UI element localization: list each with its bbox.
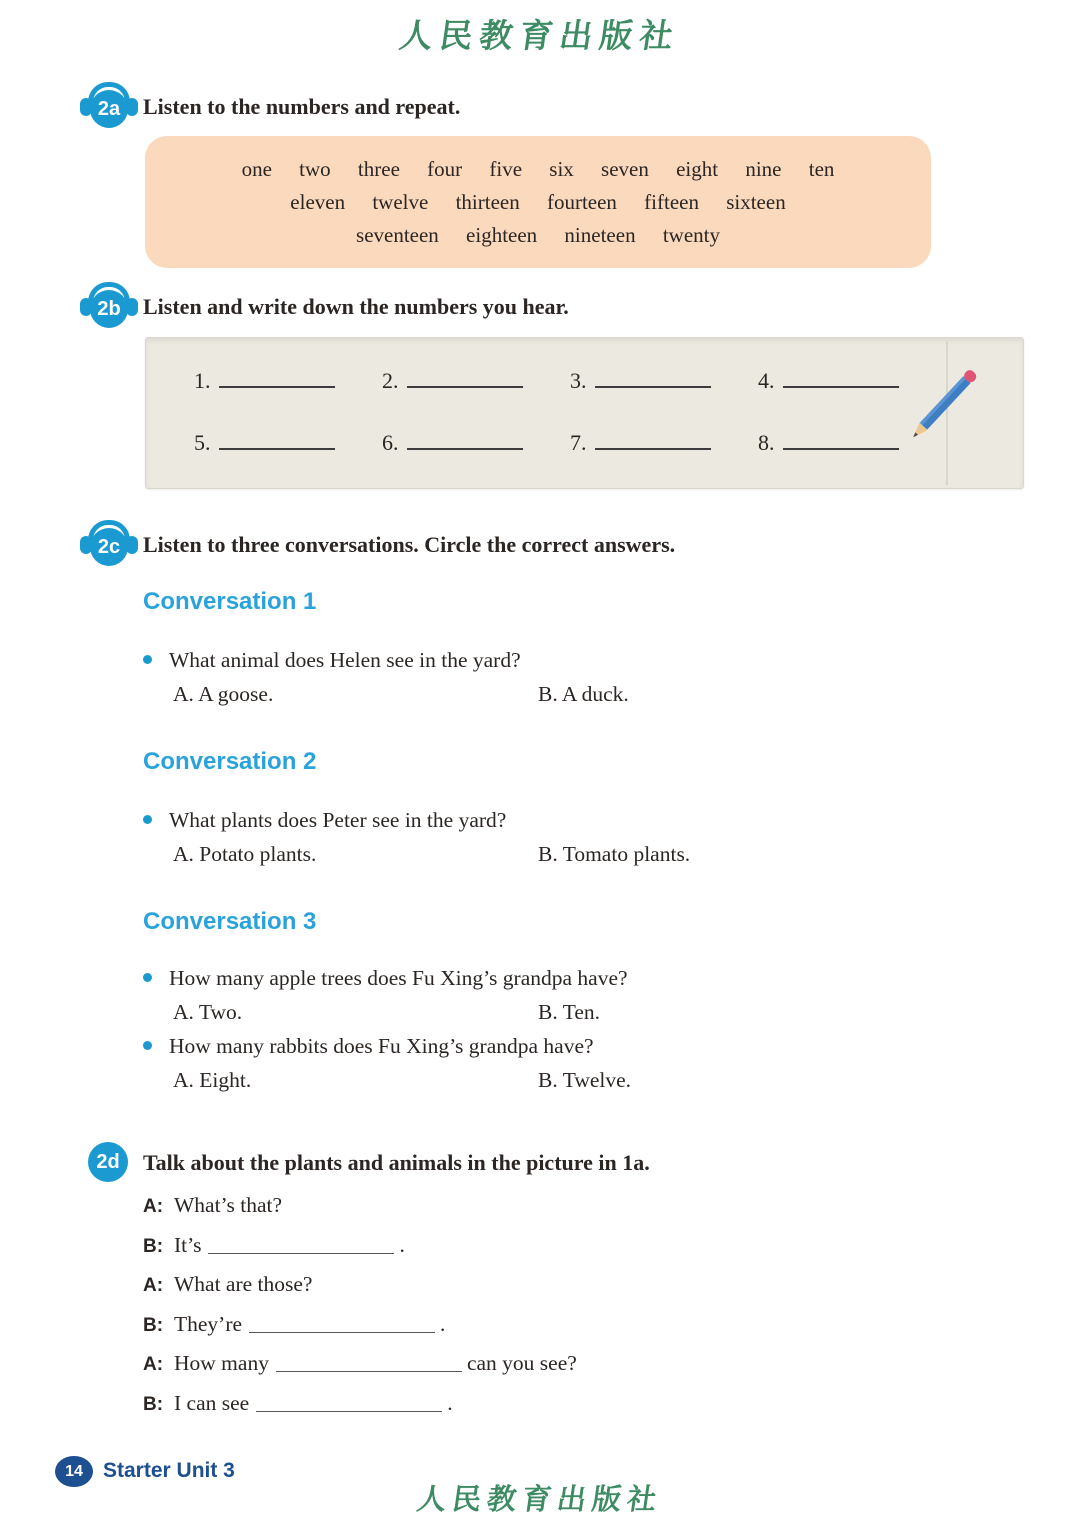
option-a: A. Two. (173, 1000, 243, 1024)
dialogue-blank (208, 1231, 394, 1254)
bullet-icon (143, 1041, 152, 1050)
instruction-2b: Listen and write down the numbers you hear. (143, 294, 569, 319)
option-b: B. Tomato plants. (538, 842, 691, 866)
activity-2a-badge (80, 82, 138, 130)
conversation-3-title: Conversation 3 (143, 908, 317, 935)
option-a: A. Eight. (173, 1068, 252, 1092)
dialogue-line (143, 1305, 577, 1345)
dialogue-text: What’s that? (174, 1193, 283, 1217)
answer-row-1 (194, 366, 946, 394)
question-text: How many apple trees does Fu Xing’s grandpa have? (169, 966, 628, 990)
dialogue-text: It’s (174, 1232, 202, 1257)
dialogue-after-blank: . (399, 1232, 405, 1257)
dialogue-after-blank: . (440, 1311, 446, 1336)
dialogue-line (143, 1186, 577, 1226)
speaker-label: A: (143, 1275, 164, 1296)
dialogue-text: How many (174, 1351, 269, 1375)
dialogue-line (143, 1384, 577, 1424)
question (143, 1034, 594, 1059)
answer-item-2 (382, 366, 570, 394)
publisher-logo-top: 人民教育出版社 (396, 16, 683, 55)
answer-number: 7. (570, 430, 587, 455)
answer-number: 6. (382, 430, 399, 455)
speaker-label: B: (143, 1235, 164, 1257)
page-number-badge: 14 (55, 1456, 93, 1487)
dialogue-blank (249, 1310, 435, 1333)
activity-2b-badge (80, 282, 138, 330)
option-a: A. A goose. (173, 682, 274, 706)
speaker-label: B: (143, 1393, 164, 1415)
instruction-2d: Talk about the plants and animals in the picture in 1a. (143, 1150, 650, 1175)
answer-blank-3 (595, 366, 711, 388)
conversation-2-title: Conversation 2 (143, 748, 317, 775)
dialogue-line (143, 1226, 577, 1266)
question (143, 966, 628, 991)
option-b: B. Ten. (538, 1000, 601, 1024)
options-row (173, 1000, 813, 1025)
answer-number: 5. (194, 430, 211, 455)
dialogue-after-blank: can you see? (466, 1351, 577, 1375)
bullet-icon (143, 973, 152, 982)
question (143, 648, 521, 673)
options-row (173, 1068, 813, 1093)
options-row (173, 842, 813, 867)
bullet-icon (143, 655, 152, 664)
question-text: How many rabbits does Fu Xing’s grandpa have? (169, 1034, 594, 1058)
numbers-line-3: seventeen eighteen nineteen twenty (356, 223, 720, 247)
dialogue-line (143, 1344, 577, 1384)
answer-item-1 (194, 366, 382, 394)
footer-unit-label: Starter Unit 3 (103, 1459, 235, 1482)
dialogue-after-blank: . (447, 1390, 453, 1415)
question-text: What animal does Helen see in the yard? (169, 648, 521, 672)
bullet-icon (143, 815, 152, 824)
activity-2b-label: 2b (90, 290, 128, 328)
activity-2d-badge: 2d (88, 1142, 128, 1182)
question (143, 808, 506, 833)
options-row (173, 682, 813, 707)
pencil-icon (892, 346, 1004, 454)
answer-item-7 (570, 428, 758, 456)
activity-2c-label: 2c (90, 528, 128, 566)
answer-number: 4. (758, 368, 775, 393)
answer-blank-4 (783, 366, 899, 388)
numbers-line-1: one two three four five six seven eight nine ten (241, 157, 835, 181)
answer-number: 2. (382, 368, 399, 393)
answer-blank-8 (783, 428, 899, 450)
publisher-logo-bottom: 人民教育出版社 (414, 1482, 665, 1516)
answer-blank-2 (407, 366, 523, 388)
dialogue-blank (276, 1349, 462, 1372)
answer-item-5 (194, 428, 382, 456)
answer-blank-6 (407, 428, 523, 450)
dialogue-blank (256, 1389, 442, 1412)
speaker-label: B: (143, 1314, 164, 1336)
answer-item-6 (382, 428, 570, 456)
answer-number: 1. (194, 368, 211, 393)
answer-number: 3. (570, 368, 587, 393)
instruction-2c: Listen to three conversations. Circle the correct answers. (143, 532, 676, 557)
answer-blank-5 (219, 428, 335, 450)
answer-blank-1 (219, 366, 335, 388)
option-a: A. Potato plants. (173, 842, 317, 866)
activity-2c-badge (80, 520, 138, 568)
answer-row-2 (194, 428, 946, 456)
dialogue-text: What are those? (174, 1272, 313, 1296)
dialogue-text: I can see (174, 1390, 250, 1415)
speaker-label: A: (143, 1196, 164, 1217)
activity-2a-label: 2a (90, 90, 128, 128)
option-b: B. A duck. (538, 682, 629, 706)
numbers-word-box (145, 136, 931, 268)
speaker-label: A: (143, 1354, 164, 1375)
question-text: What plants does Peter see in the yard? (169, 808, 507, 832)
numbers-line-2: eleven twelve thirteen fourteen fifteen sixteen (290, 190, 786, 214)
dialogue-2d (143, 1186, 577, 1423)
option-b: B. Twelve. (538, 1068, 632, 1092)
conversation-1-title: Conversation 1 (143, 588, 317, 615)
instruction-2a: Listen to the numbers and repeat. (143, 94, 461, 119)
answer-item-3 (570, 366, 758, 394)
dialogue-line (143, 1265, 577, 1305)
answer-blank-7 (595, 428, 711, 450)
dialogue-text: They’re (174, 1311, 243, 1336)
answer-number: 8. (758, 430, 775, 455)
